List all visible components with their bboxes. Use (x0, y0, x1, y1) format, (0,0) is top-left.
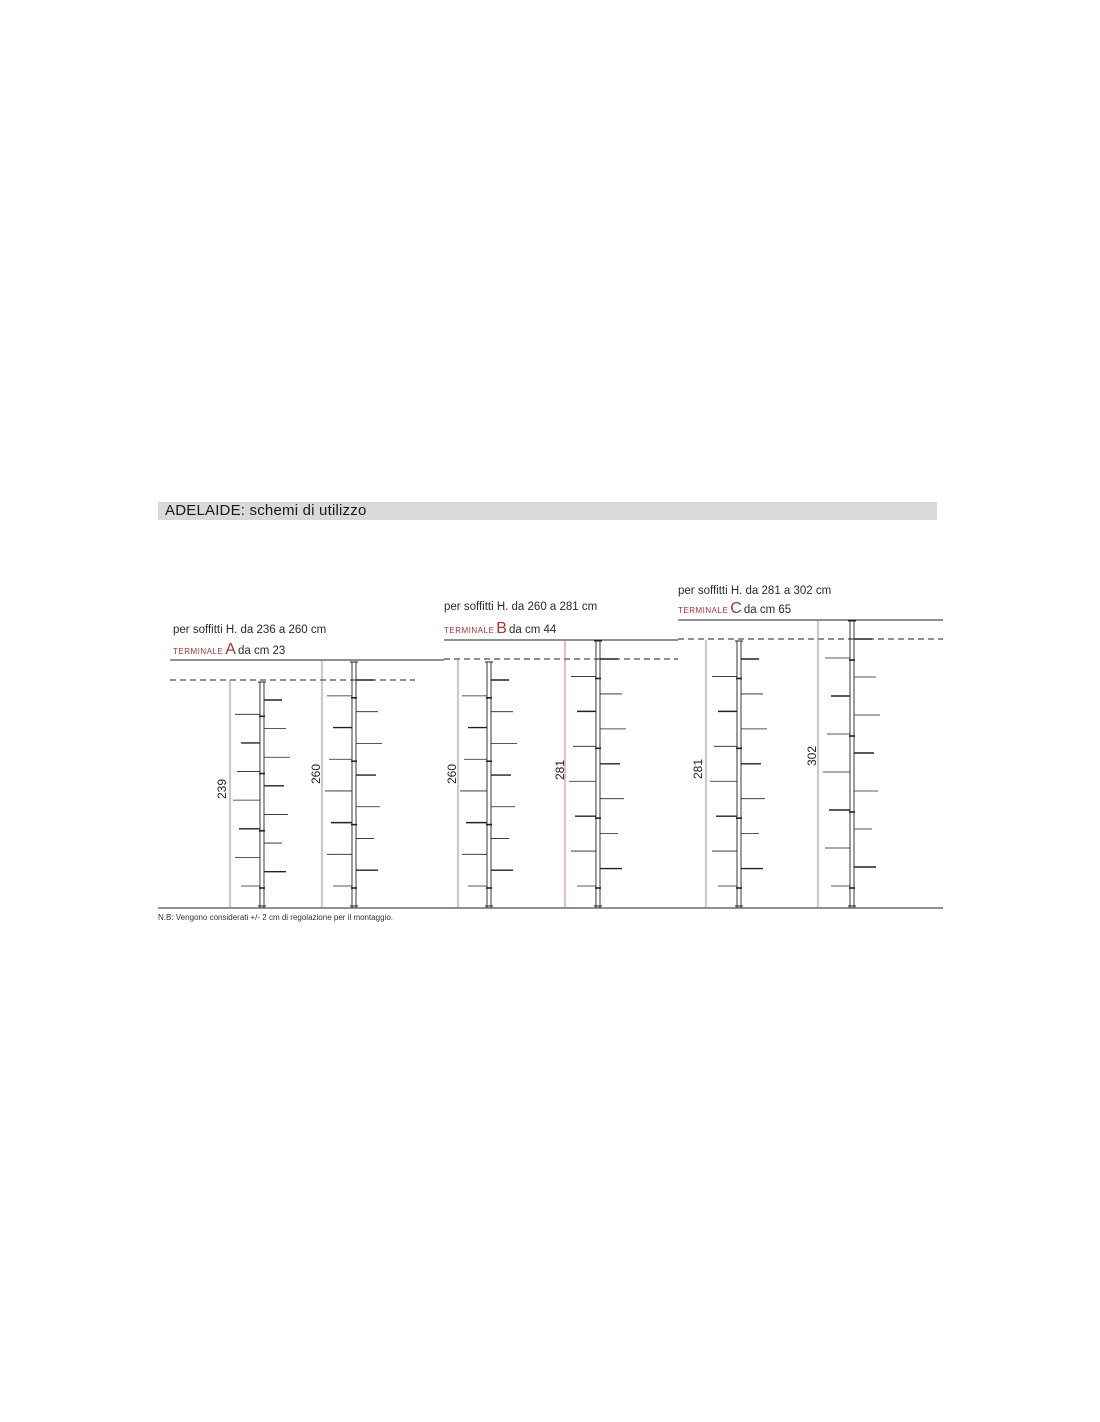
section-title: ADELAIDE: schemi di utilizzo (165, 502, 367, 519)
group-a-terminal-word: TERMINALE (173, 647, 224, 656)
group-b-caption: per soffitti H. da 260 a 281 cm (444, 601, 598, 613)
pole-3 (569, 641, 626, 908)
group-c-terminal-word: TERMINALE (678, 606, 729, 615)
group-c-terminal-letter: C (730, 600, 742, 617)
height-label-b1: 260 (445, 763, 459, 785)
pole-4 (710, 641, 767, 908)
group-a-terminal-letter: A (225, 641, 236, 658)
group-b-terminal-suffix: da cm 44 (508, 624, 557, 636)
height-label-a2: 260 (309, 763, 323, 785)
height-label-c2: 302 (805, 745, 819, 767)
pole-2 (460, 662, 517, 908)
group-c-caption: per soffitti H. da 281 a 302 cm (678, 585, 832, 597)
height-label-b2: 281 (553, 759, 567, 781)
height-label-a1: 239 (215, 778, 229, 800)
height-label-c1: 281 (691, 758, 705, 780)
group-a-caption: per soffitti H. da 236 a 260 cm (173, 624, 327, 636)
group-b-terminal-letter: B (496, 620, 507, 637)
pole-0 (233, 682, 290, 908)
group-c-terminal-suffix: da cm 65 (743, 604, 792, 616)
group-b-terminal-word: TERMINALE (444, 626, 495, 635)
pole-1 (325, 662, 382, 908)
footnote: N.B: Vengono considerati +/- 2 cm di regolazione per il montaggio. (158, 913, 394, 922)
pole-5 (823, 621, 880, 908)
group-a-terminal-suffix: da cm 23 (237, 645, 286, 657)
